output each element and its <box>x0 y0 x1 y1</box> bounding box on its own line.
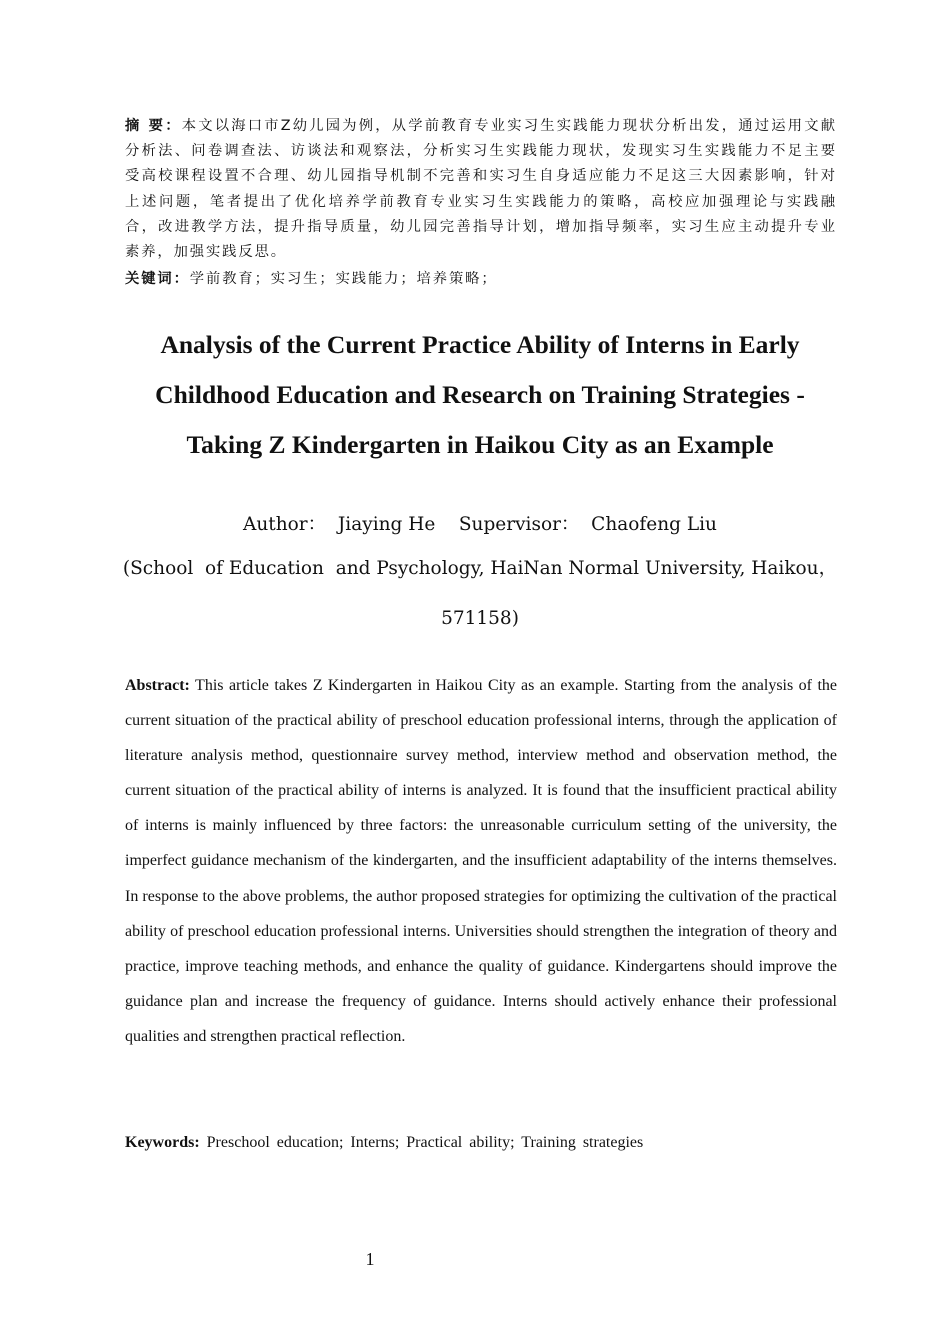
affiliation <box>70 544 890 644</box>
chinese-keywords-label: 关键词： <box>125 271 190 287</box>
english-keywords <box>125 1125 837 1160</box>
title-line-3: Taking Z Kindergarten in Haikou City as an Example <box>186 430 774 459</box>
chinese-abstract <box>125 114 837 265</box>
page-number: 1 <box>365 1249 375 1269</box>
affiliation-line-2: 571158) <box>441 608 519 629</box>
english-abstract <box>125 668 837 1054</box>
chinese-abstract-label: 摘 要： <box>125 118 182 134</box>
english-abstract-text: This article takes Z Kindergarten in Haikou City as an example. Starting from the analysis of the current situation of the practical ability of preschool education professional interns, through the application of literature analysis method, questionnaire survey method, interview method and observation method, the current situation of the practical ability of interns is analyzed. It is found that the insufficient practical ability of interns is mainly influenced by three factors: the unreasonable curriculum setting of the university, the imperfect guidance mechanism of the kindergarten, and the insufficient adaptability of the interns themselves. In response to the above problems, the author proposed strategies for optimizing the cultivation of the practical ability of preschool education professional interns. Universities should strengthen the integration of theory and practice, improve teaching methods, and enhance the quality of guidance. Kindergartens should improve the guidance plan and increase the frequency of guidance. Interns should actively enhance their professional qualities and strengthen practical reflection. <box>125 677 837 1045</box>
english-abstract-label: Abstract: <box>125 677 190 694</box>
chinese-abstract-text: 本文以海口市Z幼儿园为例，从学前教育专业实习生实践能力现状分析出发，通过运用文献分析法、问卷调查法、访谈法和观察法，分析实习生实践能力现状，发现实习生实践能力不足主要受高校课程设置不合理、幼儿园指导机制不完善和实习生自身适应能力不足这三大因素影响，针对上述问题，笔者提出了优化培养学前教育专业实习生实践能力的策略，高校应加强理论与实践融合，改进教学方法，提升指导质量，幼儿园完善指导计划，增加指导频率，实习生应主动提升专业素养，加强实践反思。 <box>125 118 838 261</box>
chinese-keywords-text: 学前教育；实习生；实践能力；培养策略； <box>189 271 498 287</box>
author-line: Author： Jiaying He Supervisor： Chaofeng Liu <box>243 514 717 535</box>
affiliation-line-1: (School of Education and Psychology, HaiNan Normal University, Haikou， <box>122 558 838 579</box>
chinese-keywords <box>125 267 837 292</box>
english-keywords-text: Preschool education; Interns; Practical ability; Training strategies <box>199 1134 644 1151</box>
title-line-1: Analysis of the Current Practice Ability of Interns in Early <box>160 330 800 359</box>
paper-title <box>100 320 860 470</box>
title-line-2: Childhood Education and Research on Training Strategies - <box>155 380 805 409</box>
english-keywords-label: Keywords: <box>125 1134 200 1151</box>
